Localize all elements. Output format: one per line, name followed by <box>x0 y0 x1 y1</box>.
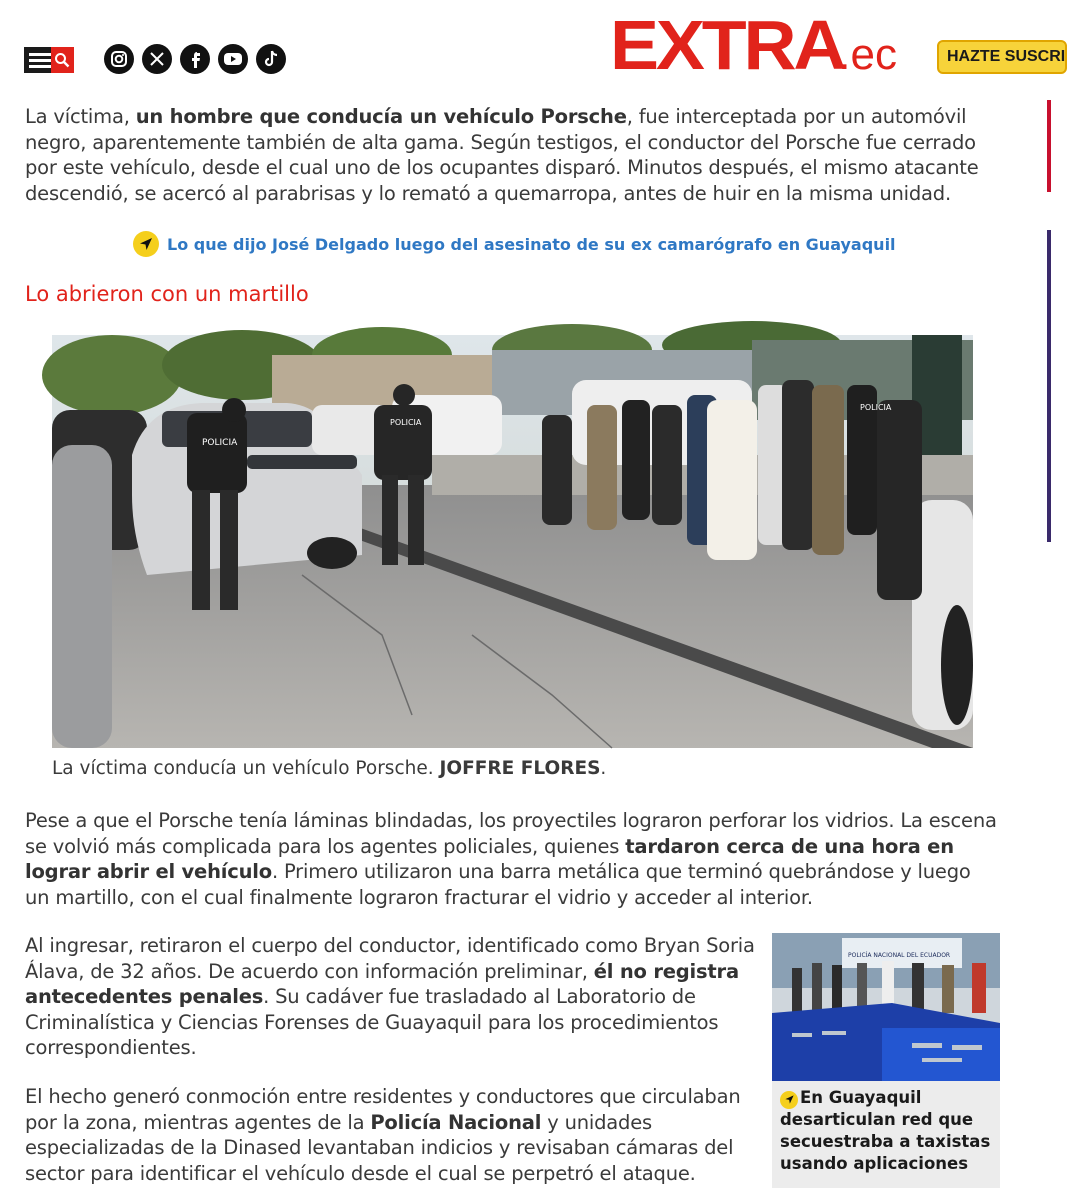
x-icon[interactable] <box>142 44 172 74</box>
paragraph: La víctima, un hombre que conducía un vehículo Porsche, fue interceptada por un automóvil negro, aparentemente también de alta gama. Según testigos, el conductor del Porsche fue cerrado por este vehículo, desde el cual uno de los ocupantes disparó. Minutos después, el mismo atacante descendió, se acercó al parabrisas y lo remató a quemarropa, antes de huir en la misma unidad. <box>25 105 979 205</box>
related-card[interactable] <box>772 933 1000 1188</box>
menu-search-button[interactable] <box>24 47 74 73</box>
section-heading: Lo abrieron con un martillo <box>25 282 309 306</box>
photo-police-label-3: POLICIA <box>860 403 892 412</box>
facebook-icon[interactable] <box>180 44 210 74</box>
related-card-title[interactable]: En Guayaquil desarticulan red que secuestraba a taxistas usando aplicaciones <box>780 1088 991 1173</box>
photo-caption: La víctima conducía un vehículo Porsche. JOFFRE FLORES. <box>52 758 607 779</box>
logo-main: EXTRA <box>610 6 844 84</box>
paragraph: Al ingresar, retiraron el cuerpo del conductor, identificado como Bryan Soria Álava, de 32 años. De acuerdo con información preliminar, él no registra antecedentes penales. Su cadáver fue trasladado al Laboratorio de Criminalística y Ciencias Forenses de Guayaquil para los procedimientos correspondientes. <box>25 934 755 1059</box>
menu-icon <box>29 50 51 71</box>
related-card-image[interactable] <box>772 933 1000 1081</box>
site-logo[interactable] <box>610 6 897 84</box>
search-icon <box>51 47 74 73</box>
paragraph: El hecho generó conmoción entre residentes y conductores que circulaban por la zona, mientras agentes de la Policía Nacional y unidades especializadas de la Dinased levantaban indicios y revisaban cámaras del sector para identificar el vehículo desde el cual se perpetró el ataque. <box>25 1085 741 1185</box>
photo-police-label-2: POLICIA <box>390 418 422 427</box>
article-body <box>25 933 755 1061</box>
logo-suffix: .ec <box>838 30 897 79</box>
location-arrow-icon <box>133 231 159 257</box>
paragraph: Pese a que el Porsche tenía láminas blindadas, los proyectiles lograron perforar los vidrios. La escena se volvió más complicada para los agentes policiales, quienes tardaron cerca de una hora en lograr abrir el vehículo. Primero utilizaron una barra metálica que terminó quebrándose y luego un martillo, con el cual finalmente lograron fracturar el vidrio y acceder al interior. <box>25 809 997 909</box>
tiktok-icon[interactable] <box>256 44 286 74</box>
banner-text: POLICÍA NACIONAL DEL ECUADOR <box>848 952 951 959</box>
ad-edge-strip <box>1047 100 1051 192</box>
subscribe-button[interactable]: HAZTE SUSCRI <box>937 40 1067 74</box>
related-article-link[interactable]: Lo que dijo José Delgado luego del asesinato de su ex camarógrafo en Guayaquil <box>167 234 896 254</box>
instagram-icon[interactable] <box>104 44 134 74</box>
related-article <box>133 231 896 257</box>
article-body <box>25 808 1000 910</box>
article-body <box>25 1084 755 1186</box>
photo-police-label-1: POLICIA <box>202 438 238 448</box>
youtube-icon[interactable] <box>218 44 248 74</box>
social-links <box>104 44 286 74</box>
ad-edge-strip <box>1047 230 1051 542</box>
article-photo[interactable] <box>52 335 973 748</box>
site-header <box>0 0 1066 100</box>
article-body <box>25 104 995 206</box>
location-arrow-icon <box>780 1091 798 1109</box>
